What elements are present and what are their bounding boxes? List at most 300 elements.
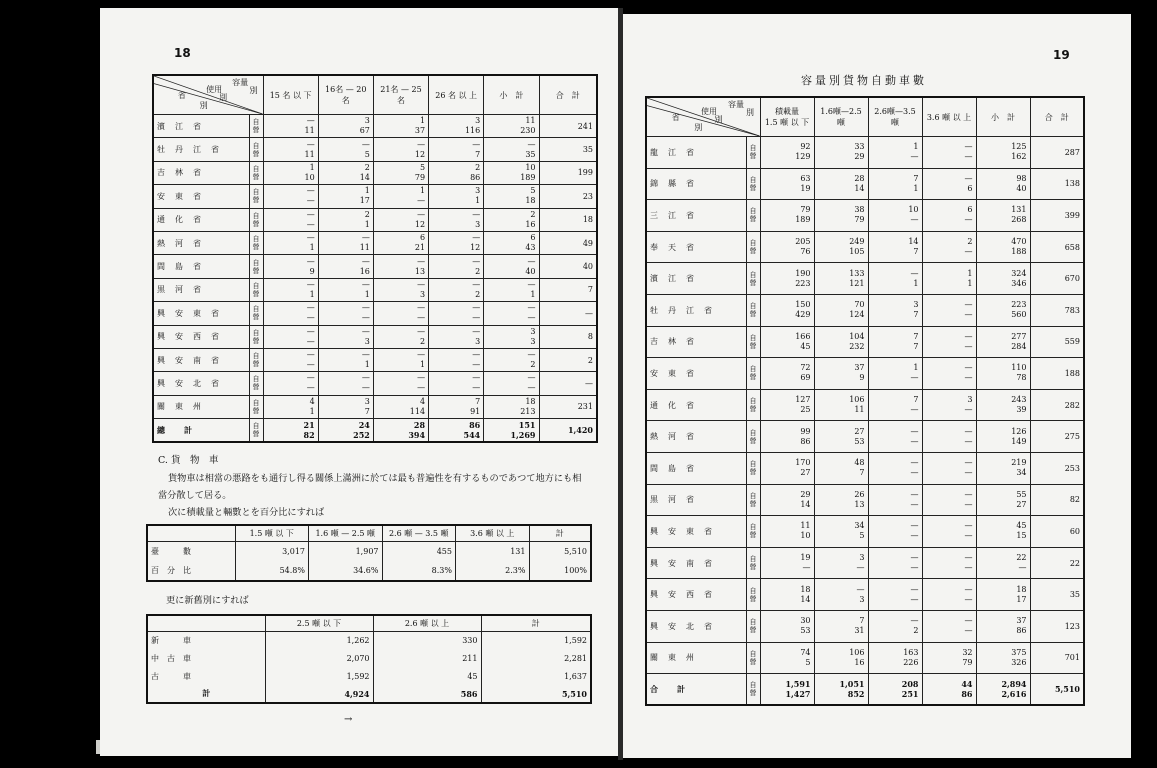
cell-value: 17 [1016,594,1027,604]
cell-value: 324 [1011,268,1027,278]
column-header: 3.6 噸 以 上 [456,525,530,541]
cell-value: 5 [859,531,865,541]
province-name: 吉 林 省 [153,161,249,184]
cell-value: 277 [1011,331,1027,341]
value-cell [318,325,373,348]
value-cell: 4,924 [265,685,373,703]
cell-value: 19 [800,553,811,563]
cell-value: 72 [800,363,811,373]
value-cell [814,137,868,169]
value-cell: 5,510 [529,541,591,561]
cell-value: — [417,139,426,149]
value-cell [976,452,1030,484]
value-cell [484,208,539,231]
cell-value: — [306,383,315,393]
cell-value: 1 [364,289,370,299]
cell-value: — [417,383,426,393]
value-cell [484,325,539,348]
value-cell [760,231,814,263]
value-cell [976,642,1030,674]
cell-value: 1,269 [510,430,536,441]
cell-value: 16 [359,266,370,276]
column-header [147,615,265,631]
cell-value: — [306,219,315,229]
type-label: 自 營 [249,302,263,325]
province-name: 興 安 西 省 [646,579,746,611]
value-cell [263,302,318,325]
tonnage-percentage-table [146,524,592,582]
type-label: 自 營 [249,348,263,371]
corner-header [646,97,760,137]
cell-value: — [306,350,315,360]
value-cell: 45 [373,667,481,685]
type-label: 自 營 [746,358,760,390]
cell-value: 6 [967,205,973,215]
cell-value: 162 [1011,152,1027,162]
cell-value: 188 [1011,247,1027,257]
cell-value: 19 [800,183,811,193]
cell-value: — [306,233,315,243]
table-row [153,208,597,231]
type-label: 自 營 [746,294,760,326]
cell-value: — [306,303,315,313]
cell-value: — [472,373,481,383]
value-cell [814,579,868,611]
cell-value: — [306,279,315,289]
cell-value: — [964,594,973,604]
cell-value: 27 [854,426,865,436]
row-label: 古 車 [147,667,265,685]
cell-value: 74 [800,647,811,657]
value-cell [868,294,922,326]
page-number: 19 [1053,48,1070,62]
table-row [646,452,1084,484]
cell-value: 1 [419,360,426,370]
value-cell [373,185,428,208]
corner-label: 容量 [728,100,744,109]
province-name: 牡 丹 江 省 [646,294,746,326]
total-cell: 701 [1030,642,1084,674]
value-cell: 586 [373,685,481,703]
total-cell: 8 [539,325,597,348]
right-page [623,14,1131,758]
cell-value: 166 [795,331,811,341]
province-name: 合 計 [646,674,746,706]
cell-value: 21 [303,420,315,431]
cell-value: — [964,489,973,499]
cell-value: 104 [849,331,865,341]
cell-value: — [361,373,370,383]
cell-value: 7 [913,341,919,351]
cell-value: 326 [1011,657,1027,667]
value-cell [814,674,868,706]
cell-value: — [417,256,426,266]
cell-value: 114 [409,406,426,416]
value-cell [922,200,976,232]
type-label: 自 營 [249,419,263,442]
cell-value: — [472,383,481,393]
total-cell: 35 [1030,579,1084,611]
province-name: 關 東 州 [646,642,746,674]
value-cell [814,358,868,390]
cell-value: — [472,233,481,243]
value-cell [922,516,976,548]
cell-value: — [964,563,973,573]
cell-value: 1 [913,278,919,288]
cell-value: 11 [525,116,536,126]
cell-value: 16 [525,219,536,229]
type-label: 自 營 [746,200,760,232]
province-name: 吉 林 省 [646,326,746,358]
cell-value: — [964,363,973,373]
cell-value: 12 [470,243,481,253]
cell-value: 14 [854,183,865,193]
cell-value: 40 [1016,183,1027,193]
value-cell [760,263,814,295]
cell-value: 3 [364,396,370,406]
cell-value: 2 [530,209,536,219]
value-cell: 54.8% [235,561,309,581]
cell-value: 7 [913,247,919,257]
total-cell: 22 [1030,547,1084,579]
cell-value: 9 [859,373,865,383]
cell-value: — [910,531,919,541]
table-row [147,649,591,667]
cell-value: — [527,313,536,323]
cell-value: 48 [854,458,865,468]
province-name: 熱 河 省 [646,421,746,453]
cell-value: — [964,247,973,257]
cell-value: 43 [525,243,536,253]
cell-value: 17 [359,196,370,206]
column-header: 3.6 噸 以 上 [922,97,976,137]
cell-value: 219 [1011,458,1027,468]
cell-value: 7 [913,173,919,183]
cell-value: — [964,152,973,162]
value-cell [976,168,1030,200]
cell-value: — [964,531,973,541]
table-row [646,326,1084,358]
cell-value: 2 [475,289,481,299]
row-label: 臺 數 [147,541,235,561]
type-label: 自 營 [746,516,760,548]
cell-value: 25 [800,405,811,415]
paragraph: 更に新舊別にすれば [166,595,249,606]
value-cell [922,674,976,706]
cell-value: 18 [525,196,536,206]
total-cell: 231 [539,395,597,418]
cell-value: — [472,313,481,323]
cell-value: — [306,209,315,219]
value-cell [318,419,373,442]
value-cell [760,358,814,390]
total-cell: 5,510 [1030,674,1084,706]
value-cell [429,208,484,231]
cell-value: 31 [854,626,865,636]
cell-value: — [964,626,973,636]
value-cell [263,138,318,161]
cell-value: 1 [419,186,426,196]
value-cell [976,294,1030,326]
cell-value: — [910,215,919,225]
cell-value: — [306,196,315,206]
cell-value: 375 [1011,647,1027,657]
cell-value: 86 [469,420,481,431]
value-cell: 1,592 [265,667,373,685]
value-cell [922,579,976,611]
type-label: 自 營 [249,161,263,184]
row-label: 中 古 車 [147,649,265,667]
value-cell [814,452,868,484]
value-cell [976,579,1030,611]
value-cell [760,200,814,232]
cell-value: — [910,553,919,563]
value-cell [263,185,318,208]
value-cell [868,484,922,516]
value-cell [868,326,922,358]
table-row [153,325,597,348]
value-cell: 455 [382,541,456,561]
value-cell [484,161,539,184]
corner-label: 使用 [206,85,223,94]
column-header: 2.6 噸 以 上 [373,615,481,631]
value-cell [318,138,373,161]
cell-value: 27 [1016,499,1027,509]
value-cell: 211 [373,649,481,667]
cell-value: 24 [358,420,370,431]
row-label: 計 [147,685,265,703]
value-cell [868,642,922,674]
cell-value: 28 [854,173,865,183]
cell-value: 37 [1016,616,1027,626]
cell-value: 4 [419,396,426,406]
province-name: 通 化 省 [646,389,746,421]
value-cell [976,421,1030,453]
cell-value: 26 [854,489,865,499]
cell-value: 33 [854,142,865,152]
cell-value: — [910,521,919,531]
province-name: 關 東 州 [153,395,249,418]
cell-value: — [306,256,315,266]
value-cell [814,231,868,263]
type-label: 自 營 [746,484,760,516]
value-cell [922,263,976,295]
type-label: 自 營 [746,421,760,453]
value-cell [814,610,868,642]
cell-value: — [910,616,919,626]
cell-value: 1 [913,142,919,152]
cell-value: — [472,279,481,289]
cell-value: 2 [364,209,370,219]
table-row [147,541,591,561]
column-header: 26 名 以 上 [429,75,484,115]
type-label: 自 營 [249,138,263,161]
cell-value: — [306,336,315,346]
cell-value: 3 [913,300,919,310]
cell-value: 189 [520,172,536,182]
province-name: 興 安 東 省 [153,302,249,325]
value-cell [760,547,814,579]
table-row [153,138,597,161]
value-cell [429,255,484,278]
value-cell [263,278,318,301]
column-header: 小 計 [976,97,1030,137]
province-name: 奉 天 省 [646,231,746,263]
cell-value: 1 [309,289,315,299]
cell-value: 11 [800,521,811,531]
cell-value: 2 [475,266,481,276]
value-cell: 1,637 [481,667,591,685]
cell-value: 125 [1011,142,1027,152]
value-cell: 2.3% [456,561,530,581]
total-cell: 138 [1030,168,1084,200]
value-cell [976,263,1030,295]
cell-value: 131 [1011,205,1027,215]
type-label: 自 營 [249,231,263,254]
value-cell [814,421,868,453]
value-cell [868,610,922,642]
table-row [147,631,591,649]
value-cell [484,372,539,395]
value-cell: 8.3% [382,561,456,581]
value-cell [760,452,814,484]
value-cell [263,115,318,138]
value-cell [760,137,814,169]
value-cell [922,137,976,169]
value-cell [760,484,814,516]
cell-value: 44 [961,679,973,690]
cell-value: — [472,326,481,336]
cell-value: 116 [464,126,481,136]
cell-value: 10 [908,205,919,215]
cell-value: 10 [304,172,315,182]
value-cell [922,294,976,326]
cell-value: — [802,563,811,573]
table-row [646,137,1084,169]
value-cell [484,302,539,325]
cell-value: 284 [1011,341,1027,351]
province-name: 總 計 [153,419,249,442]
value-cell [373,138,428,161]
table-row [646,200,1084,232]
cell-value: — [964,373,973,383]
value-cell: 330 [373,631,481,649]
cell-value: — [527,139,536,149]
cell-value: 76 [800,247,811,257]
value-cell [922,421,976,453]
province-name: 興 安 南 省 [153,348,249,371]
total-cell: 253 [1030,452,1084,484]
cell-value: — [361,350,370,360]
value-cell [373,255,428,278]
cell-value: 7 [475,149,481,159]
value-cell [318,161,373,184]
row-label: 百 分 比 [147,561,235,581]
cell-value: — [910,373,919,383]
corner-label: 別 [199,101,208,110]
column-header: 1.6 噸 — 2.5 噸 [309,525,383,541]
cell-value: 82 [303,430,315,441]
cell-value: 79 [854,215,865,225]
cell-value: — [527,350,536,360]
cell-value: 12 [414,219,426,229]
table-row [153,302,597,325]
cell-value: 98 [1016,173,1027,183]
value-cell [429,185,484,208]
value-cell [429,348,484,371]
province-name: 興 安 南 省 [646,547,746,579]
table-row [147,561,591,581]
cell-value: 12 [414,149,426,159]
cell-value: 22 [1016,553,1027,563]
header-row [646,97,1084,137]
cell-value: 189 [795,215,811,225]
type-label: 自 營 [249,185,263,208]
total-cell: 275 [1030,421,1084,453]
cell-value: — [472,139,481,149]
value-cell [373,395,428,418]
value-cell [814,547,868,579]
value-cell [922,389,976,421]
header-row [147,525,591,541]
cell-value: — [361,233,370,243]
passenger-car-table [152,74,598,443]
value-cell [373,208,428,231]
cell-value: — [417,209,426,219]
column-header: 積載量 1.5 噸 以 下 [760,97,814,137]
cell-value: 560 [1011,310,1027,320]
type-label: 自 營 [249,208,263,231]
cell-value: 1 [309,406,315,416]
cell-value: 213 [520,406,536,416]
type-label: 自 營 [249,278,263,301]
province-name: 興 安 西 省 [153,325,249,348]
value-cell: 34.6% [309,561,383,581]
corner-label: 容量 [232,78,249,87]
value-cell [429,419,484,442]
value-cell [429,161,484,184]
value-cell [318,231,373,254]
column-header: 1.6噸—2.5噸 [814,97,868,137]
table-row [646,674,1084,706]
value-cell: 2,281 [481,649,591,667]
value-cell [263,395,318,418]
value-cell [922,642,976,674]
value-cell [373,115,428,138]
corner-label: 使用 [701,107,717,116]
value-cell [429,278,484,301]
cell-value: 2 [364,162,370,172]
cell-value: — [417,279,426,289]
value-cell [760,421,814,453]
cell-value: 1 [967,268,973,278]
cell-value: — [910,499,919,509]
cell-value: 79 [414,172,426,182]
value-cell [814,168,868,200]
cell-value: 34 [854,521,865,531]
cell-value: — [964,468,973,478]
cell-value: — [417,373,426,383]
cell-value: 3 [967,395,973,405]
cell-value: 110 [1011,363,1027,373]
value-cell [373,372,428,395]
column-header: 2.6 噸 — 3.5 噸 [382,525,456,541]
value-cell [318,372,373,395]
value-cell: 3,017 [235,541,309,561]
cell-value: — [417,350,426,360]
total-cell: — [539,302,597,325]
cell-value: — [472,350,481,360]
